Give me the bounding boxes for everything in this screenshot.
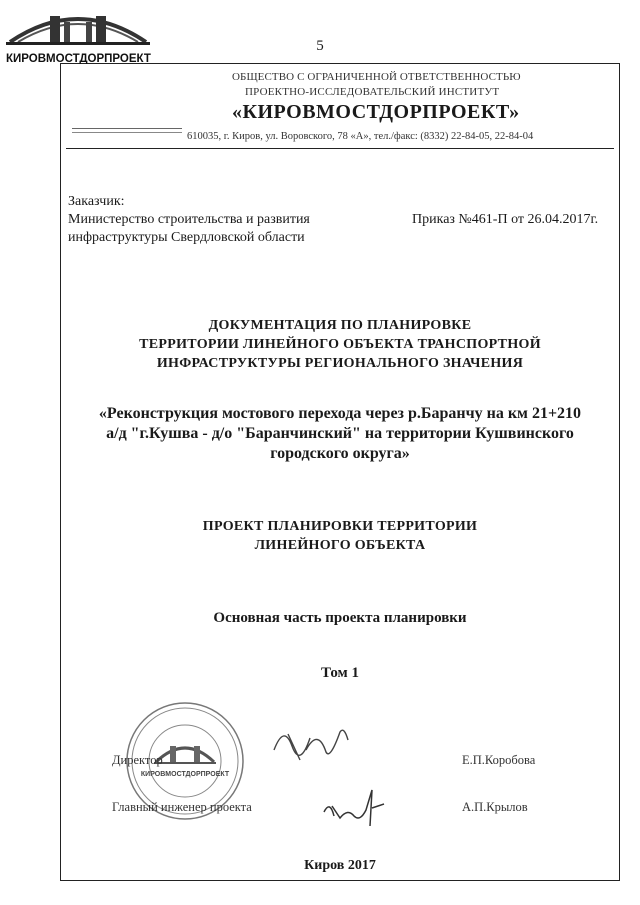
org-address: 610035, г. Киров, ул. Воровского, 78 «А», тел./факс: (8332) 22-84-05, 22-84-04	[187, 131, 534, 142]
document-title	[60, 316, 620, 373]
customer-name-line2: инфраструктуры Свердловской области	[68, 230, 305, 245]
project-title-line: а/д "г.Кушва - д/о "Баранчинский" на территории Кушвинского	[106, 425, 574, 442]
chief-engineer-signature	[320, 786, 390, 830]
org-name: «КИРОВМОСТДОРПРОЕКТ»	[232, 101, 520, 123]
project-title-line: «Реконструкция мостового перехода через р.Баранчу на км 21+210	[98, 405, 582, 422]
logo-tagline	[72, 128, 182, 129]
chief-engineer-label: Главный инженер проекта	[112, 800, 252, 814]
director-name: Е.П.Коробова	[462, 753, 536, 767]
project-title-line: городского округа»	[270, 445, 410, 462]
company-logo	[4, 2, 152, 64]
director-label: Директор	[112, 753, 163, 767]
customer-name-line1: Министерство строительства и развития	[68, 212, 310, 227]
director-signature	[270, 720, 354, 768]
document-title-line: ДОКУМЕНТАЦИЯ ПО ПЛАНИРОВКЕ	[208, 318, 472, 333]
plan-title-line: ЛИНЕЙНОГО ОБЪЕКТА	[254, 538, 426, 553]
document-title-line: ТЕРРИТОРИИ ЛИНЕЙНОГО ОБЪЕКТА ТРАНСПОРТНОЙ	[139, 337, 541, 352]
page-number: 5	[316, 38, 324, 54]
customer-label: Заказчик:	[68, 194, 125, 209]
org-type: ПРОЕКТНО-ИССЛЕДОВАТЕЛЬСКИЙ ИНСТИТУТ	[245, 86, 500, 98]
city-year: Киров 2017	[304, 858, 376, 873]
plan-title-line: ПРОЕКТ ПЛАНИРОВКИ ТЕРРИТОРИИ	[202, 519, 478, 534]
org-form: ОБЩЕСТВО С ОГРАНИЧЕННОЙ ОТВЕТСТВЕННОСТЬЮ	[232, 71, 521, 83]
header-divider	[66, 148, 614, 149]
project-title	[60, 404, 620, 464]
stamp-text: КИРОВМОСТДОРПРОЕКТ	[140, 771, 230, 778]
part-title: Основная часть проекта планировки	[213, 610, 467, 626]
logo-tagline-2	[72, 132, 182, 133]
document-title-line: ИНФРАСТРУКТУРЫ РЕГИОНАЛЬНОГО ЗНАЧЕНИЯ	[156, 356, 524, 371]
chief-engineer-name: А.П.Крылов	[462, 800, 528, 814]
plan-title	[60, 517, 620, 555]
order-reference: Приказ №461-П от 26.04.2017г.	[412, 212, 599, 227]
logo-text: КИРОВМОСТДОРПРОЕКТ	[6, 53, 151, 64]
volume-number: Том 1	[320, 665, 359, 681]
